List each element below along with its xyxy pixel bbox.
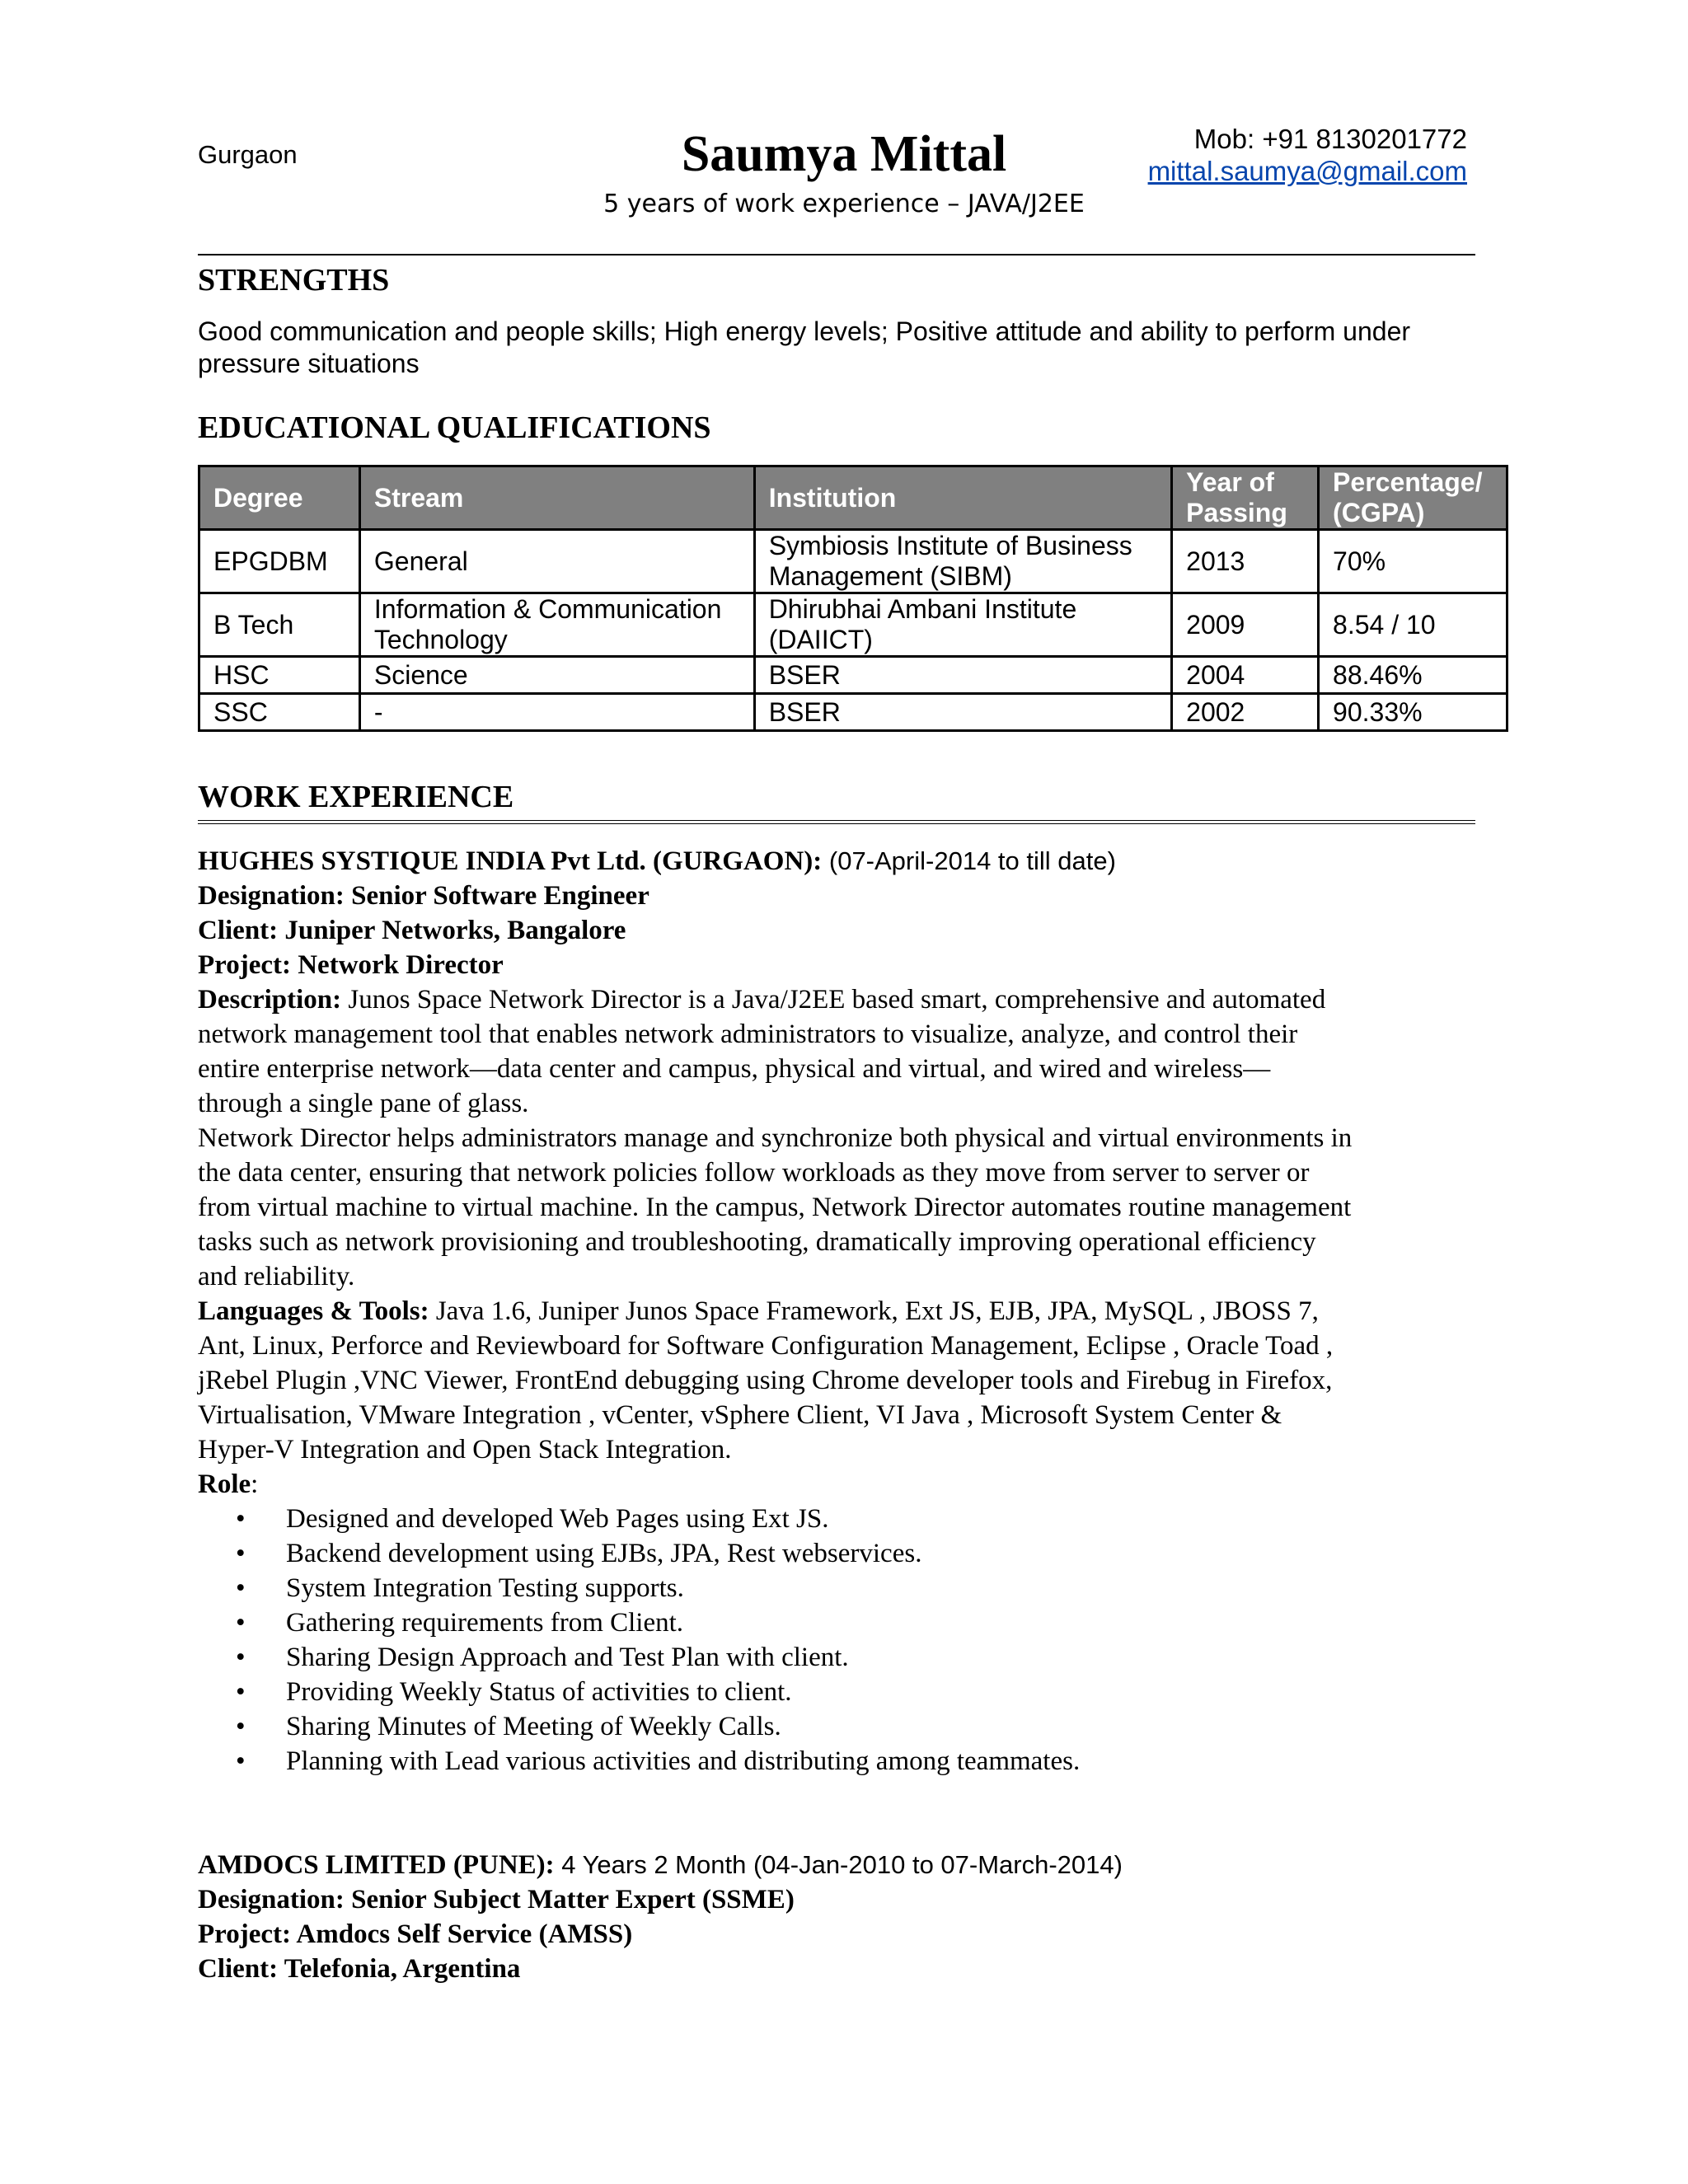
tools-line: Hyper-V Integration and Open Stack Integration.	[198, 1435, 732, 1465]
project: Project: Amdocs Self Service (AMSS)	[198, 1919, 633, 1949]
designation: Designation: Senior Software Engineer	[198, 881, 649, 911]
list-item: • System Integration Testing supports.	[198, 1571, 1500, 1605]
list-item: • Planning with Lead various activities and distributing among teammates.	[198, 1744, 1500, 1779]
description-line: from virtual machine to virtual machine. In the campus, Network Director automates routine management	[198, 1193, 1352, 1222]
cell-institution: BSER	[754, 657, 1171, 694]
job-amdocs	[198, 1848, 1500, 1986]
cell-stream: Science	[359, 657, 754, 694]
cell-stream: -	[359, 694, 754, 731]
cell-score: 88.46%	[1319, 657, 1507, 694]
description-label: Description:	[198, 985, 342, 1015]
table-row	[199, 657, 1507, 694]
description-line: Network Director helps administrators manage and synchronize both physical and virtual environments in	[198, 1123, 1353, 1153]
header-divider	[198, 254, 1475, 255]
column-header-degree: Degree	[199, 466, 360, 530]
description-line: and reliability.	[198, 1262, 355, 1291]
description-line: the data center, ensuring that network policies follow workloads as they move from server to server or	[198, 1158, 1310, 1188]
candidate-name: Saumya Mittal	[681, 126, 1007, 182]
cell-degree: SSC	[199, 694, 360, 731]
description-line: tasks such as network provisioning and troubleshooting, dramatically improving operational efficiency	[198, 1227, 1316, 1257]
column-header-stream: Stream	[359, 466, 754, 530]
company-name: AMDOCS LIMITED (PUNE):	[198, 1850, 555, 1880]
cell-score: 90.33%	[1319, 694, 1507, 731]
cell-degree: EPGDBM	[199, 530, 360, 593]
location: Gurgaon	[198, 140, 298, 169]
tools-label: Languages & Tools:	[198, 1296, 429, 1326]
list-item: • Sharing Design Approach and Test Plan with client.	[198, 1640, 1500, 1675]
job-hughes	[198, 844, 1500, 1779]
tools-line: Ant, Linux, Perforce and Reviewboard for Software Configuration Management, Eclipse , Oracle Toad ,	[198, 1331, 1334, 1361]
cell-stream: General	[359, 530, 754, 593]
cell-stream: Information & Communication Technology	[359, 593, 754, 657]
education-heading: EDUCATIONAL QUALIFICATIONS	[198, 410, 711, 445]
strengths-heading: STRENGTHS	[198, 263, 390, 298]
company-name: HUGHES SYSTIQUE INDIA Pvt Ltd. (GURGAON):	[198, 846, 823, 876]
cell-institution: BSER	[754, 694, 1171, 731]
project: Project: Network Director	[198, 950, 504, 980]
table-row	[199, 694, 1507, 731]
cell-year: 2013	[1172, 530, 1319, 593]
tagline: 5 years of work experience – JAVA/J2EE	[603, 190, 1085, 218]
list-item: • Designed and developed Web Pages using Ext JS.	[198, 1502, 1500, 1536]
list-item: • Gathering requirements from Client.	[198, 1605, 1500, 1640]
table-header-row	[199, 466, 1507, 530]
cell-institution: Dhirubhai Ambani Institute (DAIICT)	[754, 593, 1171, 657]
table-row	[199, 593, 1507, 657]
description-line: Description: Junos Space Network Director is a Java/J2EE based smart, comprehensive and automated	[198, 985, 1326, 1015]
description-line: network management tool that enables network administrators to visualize, analyze, and control their	[198, 1019, 1298, 1049]
tools-line: Languages & Tools: Java 1.6, Juniper Junos Space Framework, Ext JS, EJB, JPA, MySQL , JBOSS 7,	[198, 1296, 1319, 1326]
role-list	[198, 1502, 1500, 1779]
email-link[interactable]: mittal.saumya@gmail.com	[1147, 156, 1467, 186]
job-period: (07-April-2014 to till date)	[822, 846, 1116, 875]
tools-line: jRebel Plugin ,VNC Viewer, FrontEnd debugging using Chrome developer tools and Firebug in Firefox,	[198, 1366, 1333, 1395]
description-line: entire enterprise network—data center and campus, physical and virtual, and wired and wireless—	[198, 1054, 1271, 1084]
cell-score: 70%	[1319, 530, 1507, 593]
cell-degree: B Tech	[199, 593, 360, 657]
role-label: Role	[198, 1469, 251, 1499]
tools-line: Virtualisation, VMware Integration , vCenter, vSphere Client, VI Java , Microsoft System Center &	[198, 1400, 1282, 1430]
work-divider	[198, 820, 1475, 824]
list-item: • Sharing Minutes of Meeting of Weekly Calls.	[198, 1709, 1500, 1744]
designation: Designation: Senior Subject Matter Expert (SSME)	[198, 1885, 795, 1915]
strengths-line: Good communication and people skills; High energy levels; Positive attitude and ability to perform under	[198, 316, 1411, 346]
job-title-line	[198, 1848, 1500, 1882]
job-title-line	[198, 844, 1500, 879]
education-table	[198, 465, 1508, 732]
cell-institution: Symbiosis Institute of Business Management (SIBM)	[754, 530, 1171, 593]
work-experience-heading: WORK EXPERIENCE	[198, 780, 514, 814]
strengths-text	[198, 316, 1484, 380]
list-item: • Backend development using EJBs, JPA, Rest webservices.	[198, 1536, 1500, 1571]
description-line: through a single pane of glass.	[198, 1089, 529, 1118]
role-label-line: Role:	[198, 1469, 259, 1499]
column-header-percentage: Percentage/ (CGPA)	[1319, 466, 1507, 530]
cell-year: 2002	[1172, 694, 1319, 731]
cell-score: 8.54 / 10	[1319, 593, 1507, 657]
client: Client: Telefonia, Argentina	[198, 1954, 521, 1984]
client: Client: Juniper Networks, Bangalore	[198, 916, 626, 945]
strengths-line: pressure situations	[198, 349, 420, 378]
list-item: • Providing Weekly Status of activities to client.	[198, 1675, 1500, 1709]
cell-degree: HSC	[199, 657, 360, 694]
cell-year: 2009	[1172, 593, 1319, 657]
job-period: 4 Years 2 Month (04-Jan-2010 to 07-March-2014)	[554, 1850, 1123, 1879]
cell-year: 2004	[1172, 657, 1319, 694]
column-header-year: Year of Passing	[1172, 466, 1319, 530]
table-row	[199, 530, 1507, 593]
column-header-institution: Institution	[754, 466, 1171, 530]
mobile-number: Mob: +91 8130201772	[1193, 124, 1467, 154]
